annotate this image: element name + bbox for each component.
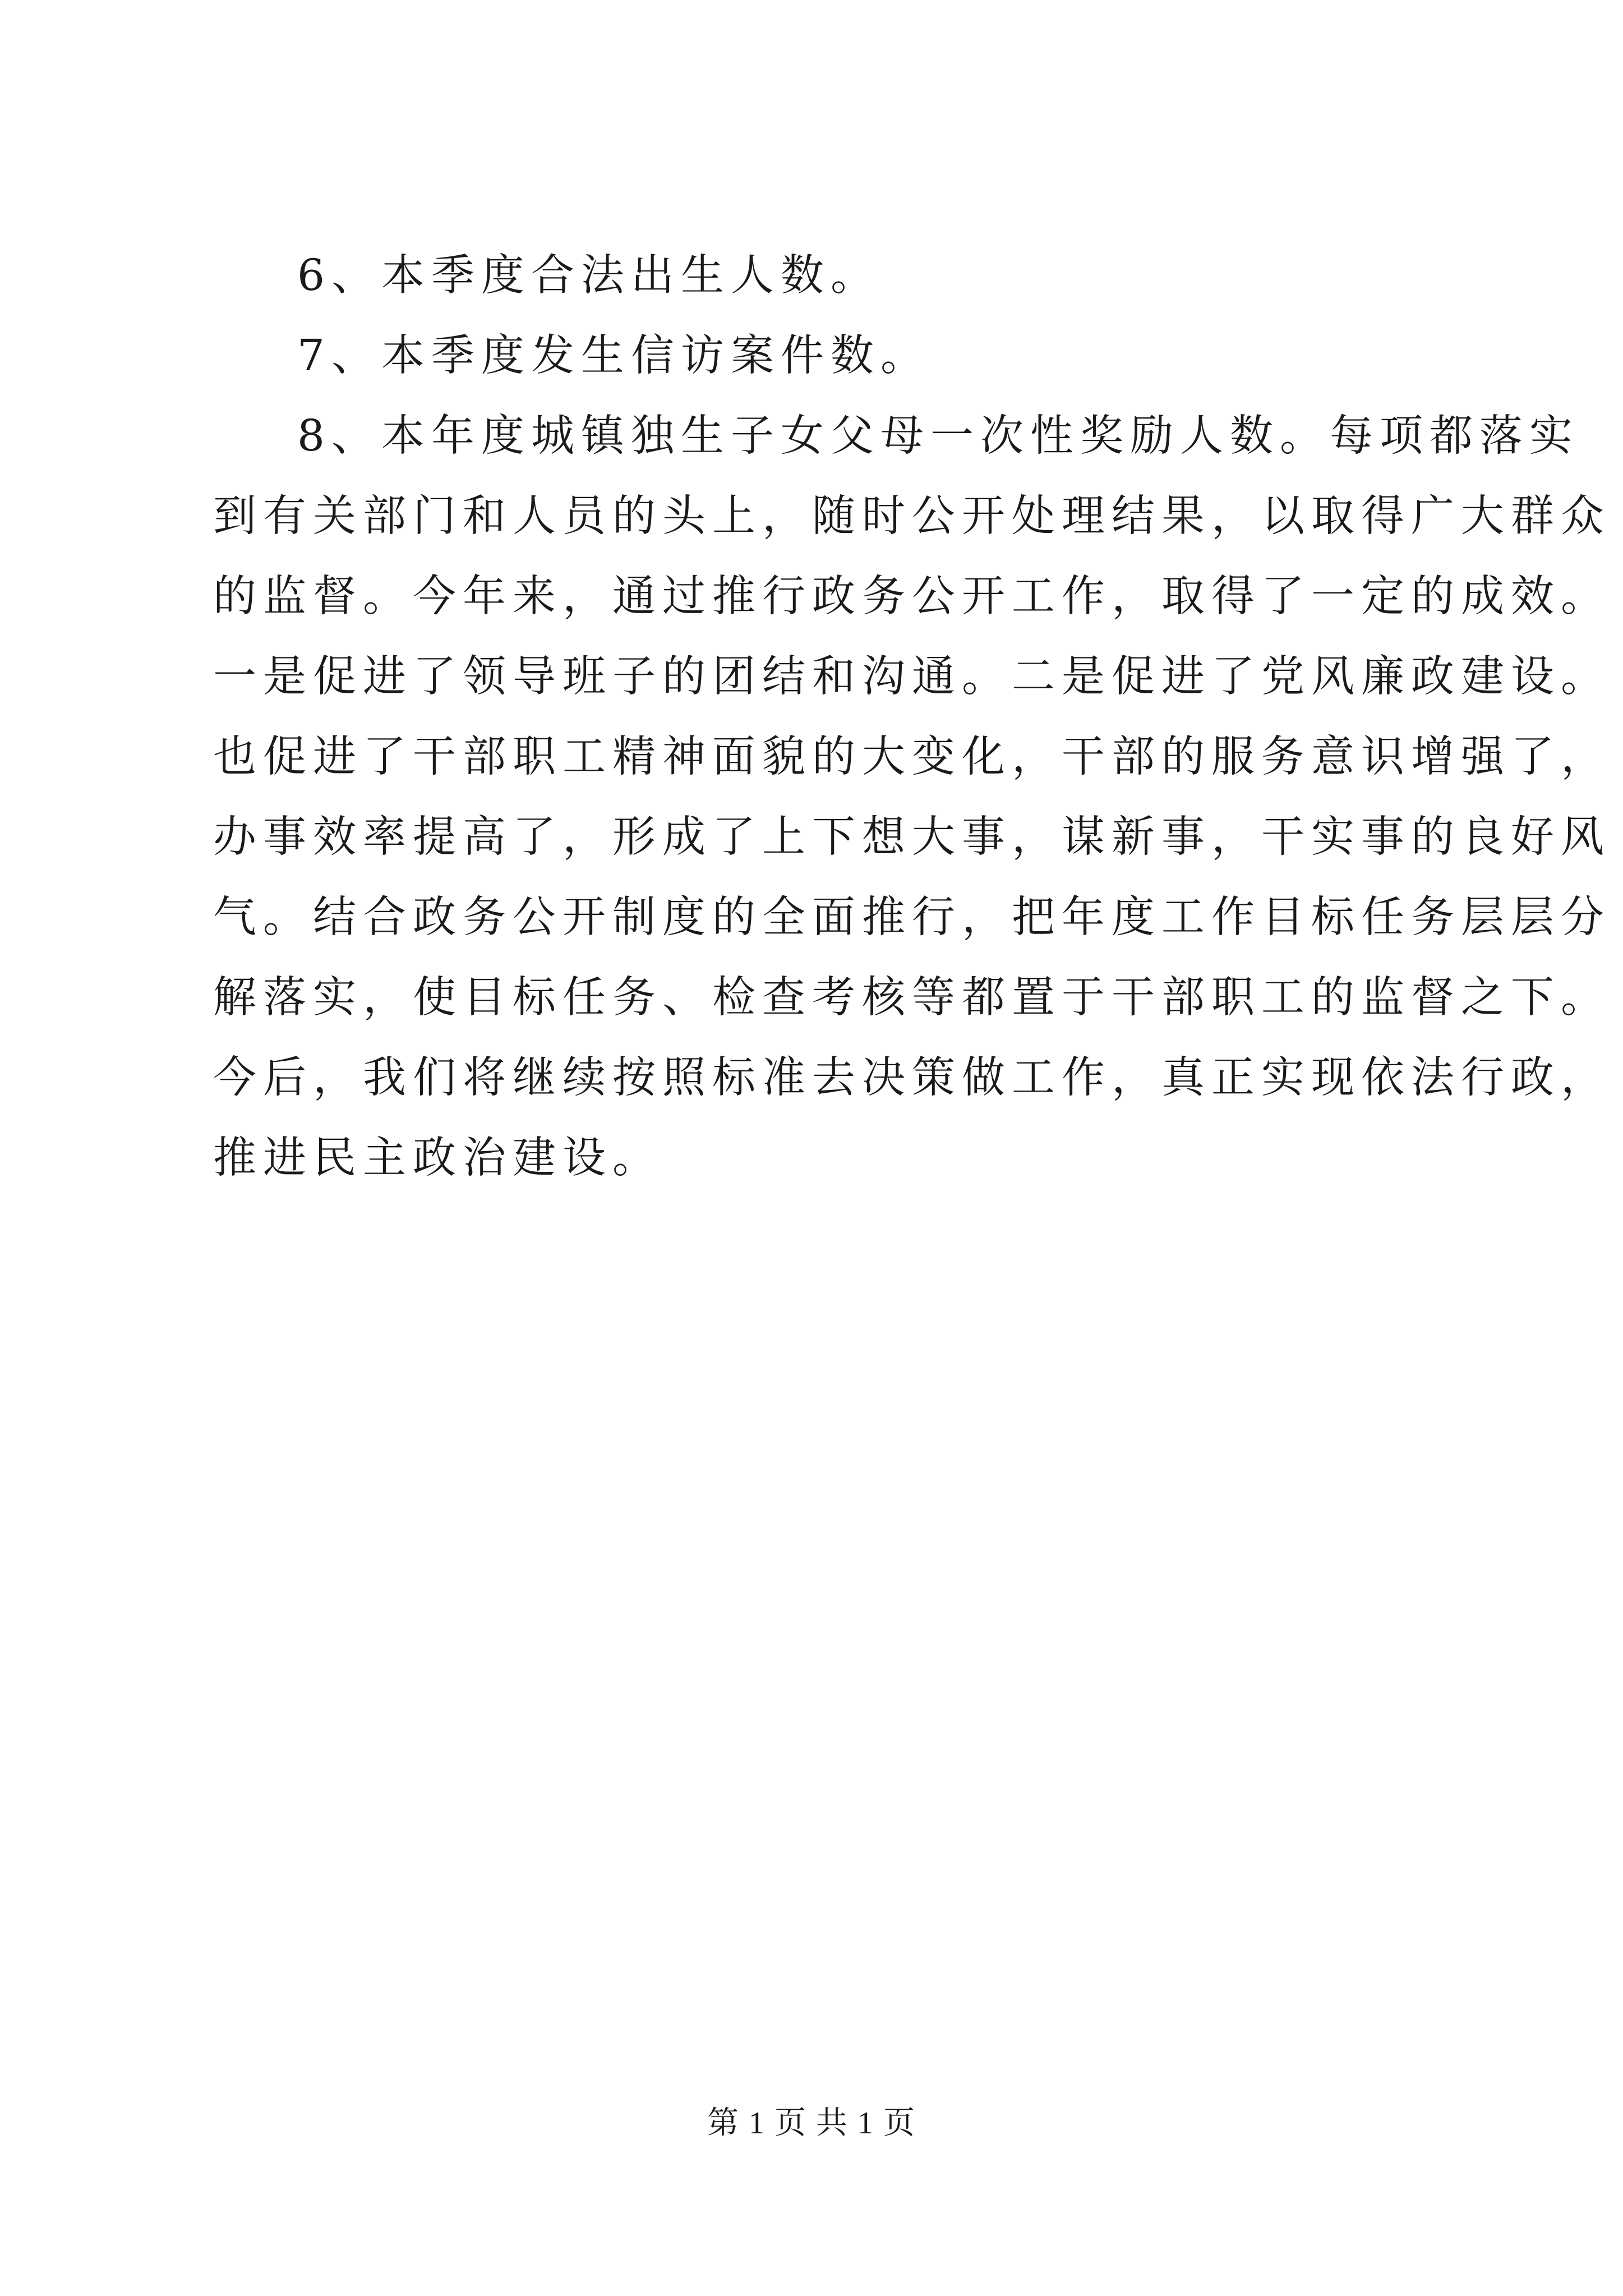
page-footer: 第 1 页 共 1 页 <box>707 2106 916 2141</box>
list-item-6: 6、本季度合法出生人数。 <box>297 251 880 301</box>
list-item-7: 7、本季度发生信访案件数。 <box>297 331 930 381</box>
text-line: 也促进了干部职工精神面貌的大变化，干部的服务意识增强了， <box>213 732 1611 782</box>
text-line: 气。结合政务公开制度的全面推行，把年度工作目标任务层层分 <box>213 892 1611 942</box>
text-line: 今后，我们将继续按照标准去决策做工作，真正实现依法行政， <box>213 1053 1611 1103</box>
text-line: 办事效率提高了，形成了上下想大事，谋新事，干实事的良好风 <box>213 812 1611 862</box>
text-line: 一是促进了领导班子的团结和沟通。二是促进了党风廉政建设。 <box>213 652 1611 702</box>
body-text <box>213 236 1611 1198</box>
list-item-8: 8、本年度城镇独生子女父母一次性奖励人数。每项都落实 <box>297 411 1579 461</box>
text-line: 到有关部门和人员的头上，随时公开处理结果，以取得广大群众 <box>213 491 1611 541</box>
text-line: 推进民主政治建设。 <box>213 1133 662 1183</box>
text-line: 解落实，使目标任务、检查考核等都置于干部职工的监督之下。 <box>213 973 1611 1023</box>
text-line: 的监督。今年来，通过推行政务公开工作，取得了一定的成效。 <box>213 572 1611 622</box>
